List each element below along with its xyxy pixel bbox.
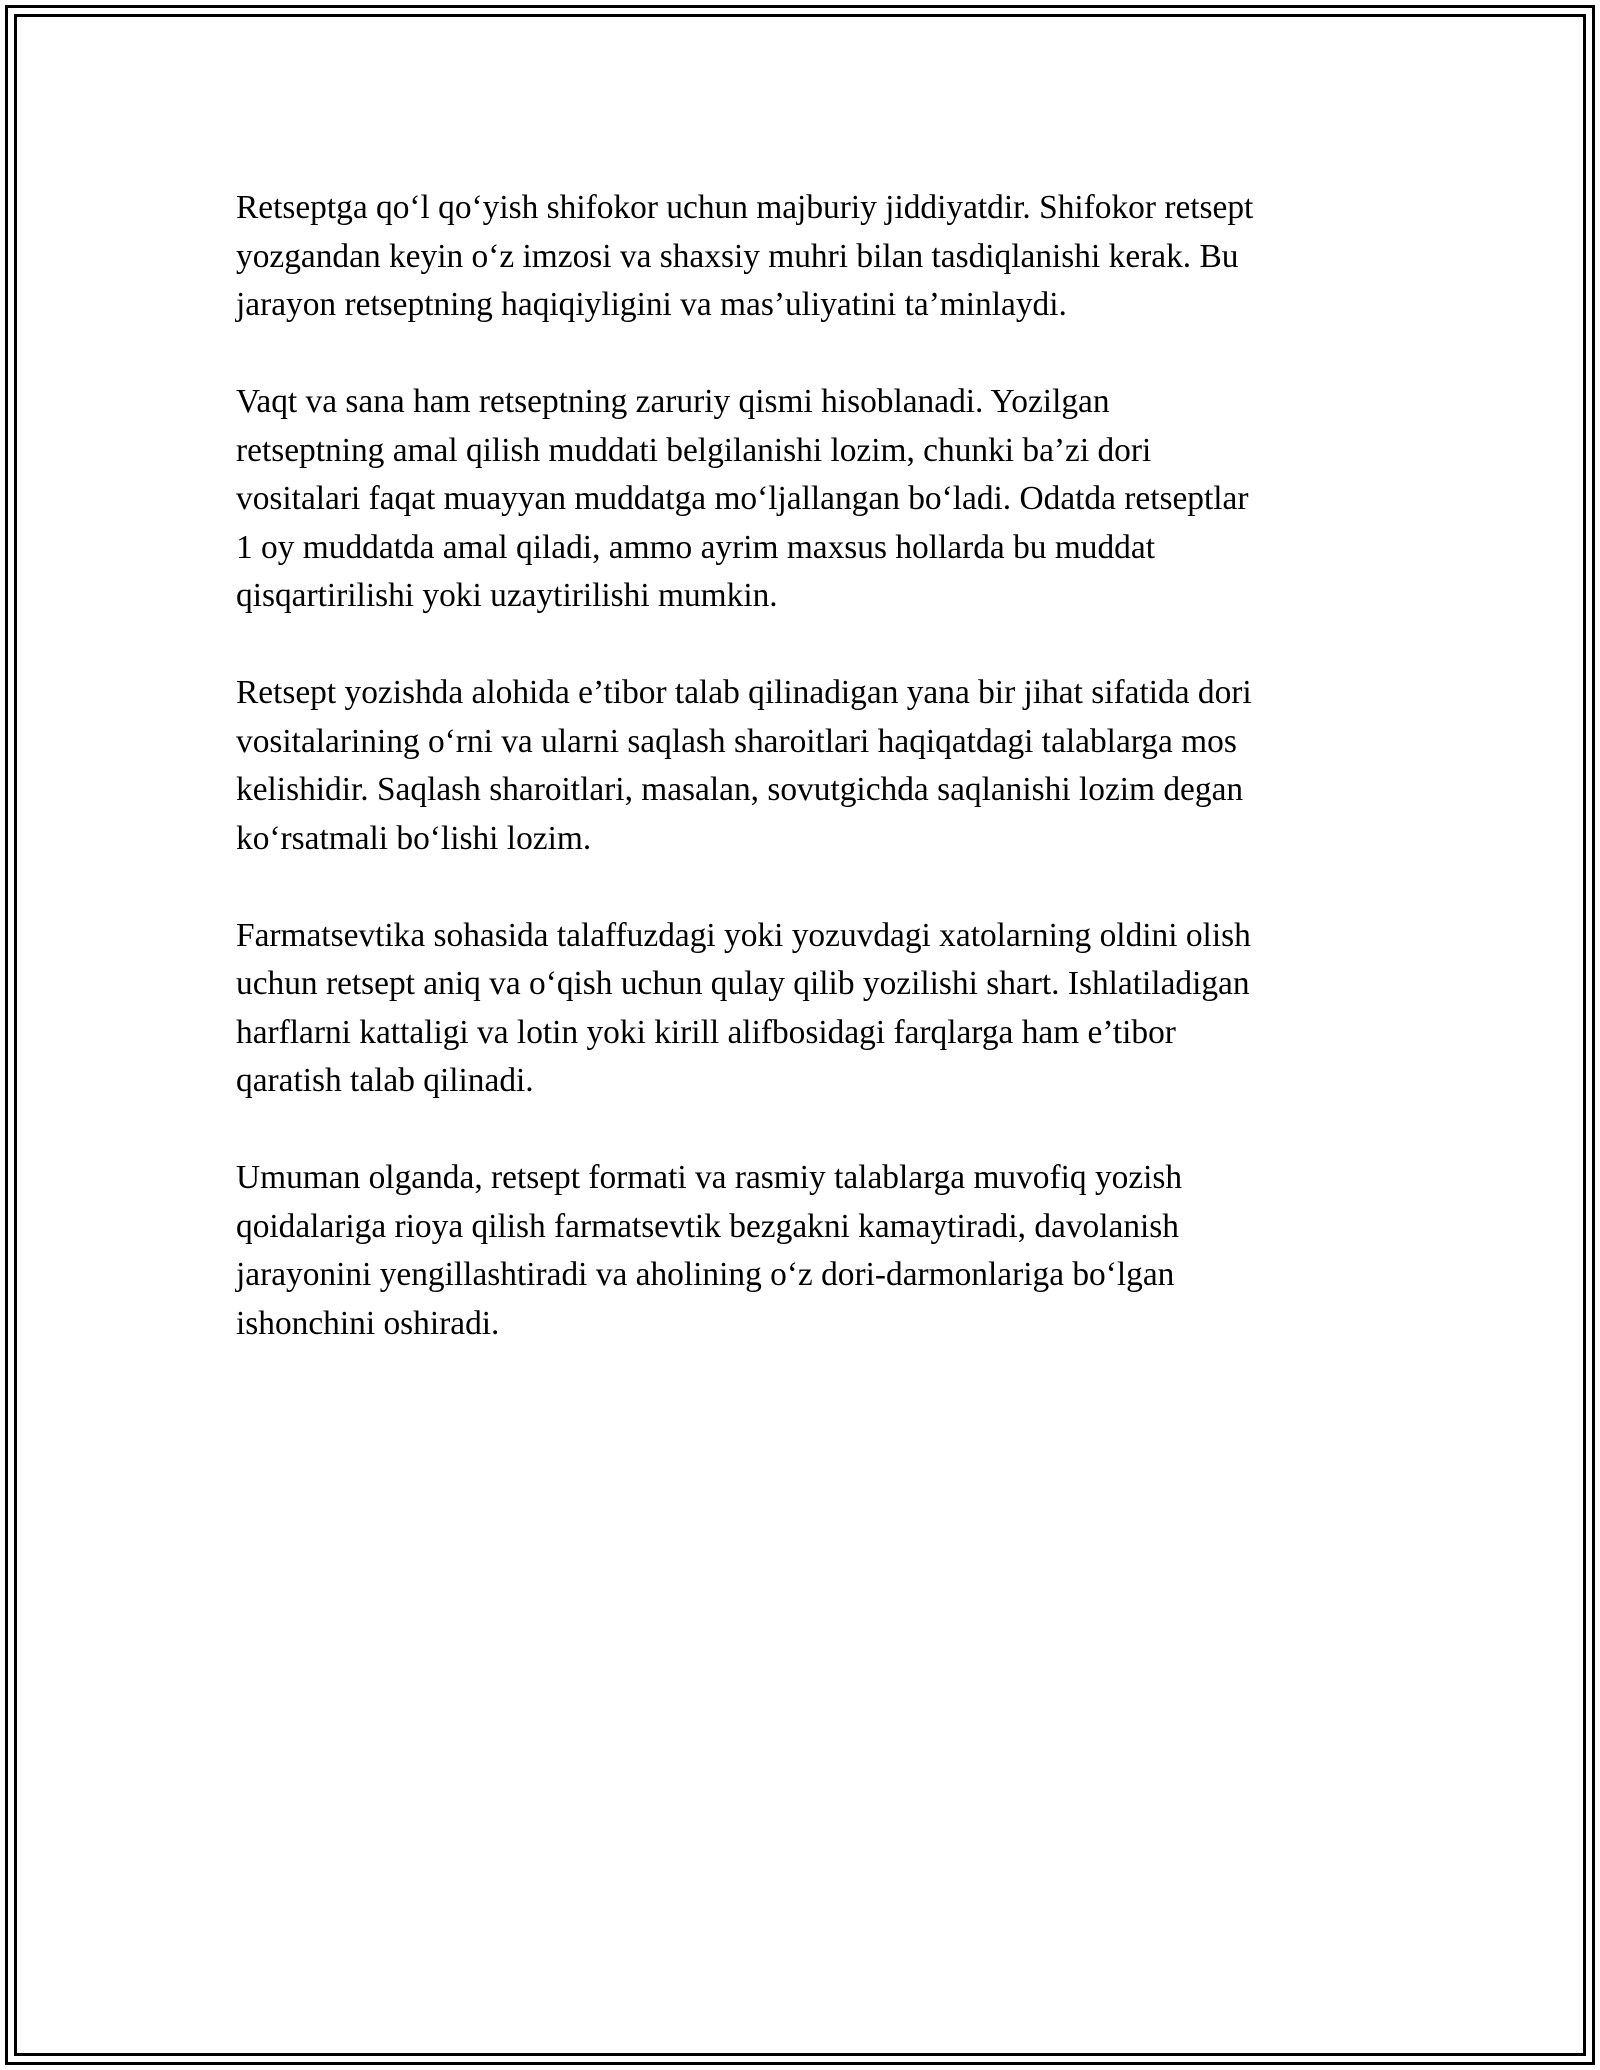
document-body <box>236 184 1366 1397</box>
text-line: Farmatsevtika sohasida talaffuzdagi yoki yozuvdagi xatolarning oldini olish <box>236 916 1251 954</box>
text-line: Retsept yozishda alohida e’tibor talab qilinadigan yana bir jihat sifatida dori <box>236 674 1252 711</box>
text-line: 1 oy muddatda amal qiladi, ammo ayrim maxsus hollarda bu muddat <box>236 528 1155 566</box>
text-line: qaratish talab qilinadi. <box>236 1062 534 1099</box>
text-line: qoidalariga rioya qilish farmatsevtik bezgakni kamaytiradi, davolanish <box>236 1207 1179 1245</box>
paragraph-legibility <box>236 912 1366 1106</box>
text-line: yozgandan keyin o‘z imzosi va shaxsiy muhri bilan tasdiqlanishi kerak. Bu <box>236 237 1239 275</box>
text-line: qisqartirilishi yoki uzaytirilishi mumkin. <box>236 577 778 614</box>
paragraph-conclusion <box>236 1154 1366 1348</box>
text-line: kelishidir. Saqlash sharoitlari, masalan, sovutgichda saqlanishi lozim degan <box>236 771 1244 808</box>
text-line: retseptning amal qilish muddati belgilanishi lozim, chunki ba’zi dori <box>236 431 1152 469</box>
text-line: Retseptga qo‘l qo‘yish shifokor uchun majburiy jiddiyatdir. Shifokor retsept <box>236 189 1254 226</box>
text-line: Umuman olganda, retsept formati va rasmiy talablarga muvofiq yozish <box>236 1159 1183 1196</box>
text-line: harflarni kattaligi va lotin yoki kirill alifbosidagi farqlarga ham e’tibor <box>236 1013 1176 1051</box>
text-line: vositalarining o‘rni va ularni saqlash sharoitlari haqiqatdagi talablarga mos <box>236 722 1237 760</box>
text-line: vositalari faqat muayyan muddatga mo‘ljallangan bo‘ladi. Odatda retseptlar <box>236 480 1249 517</box>
paragraph-storage-conditions <box>236 669 1366 863</box>
text-line: jarayonini yengillashtiradi va aholining o‘z dori-darmonlariga bo‘lgan <box>236 1256 1175 1293</box>
paragraph-signature <box>236 184 1366 330</box>
text-line: jarayon retseptning haqiqiyligini va mas’uliyatini ta’minlaydi. <box>236 286 1067 323</box>
text-line: ishonchini oshiradi. <box>236 1304 500 1342</box>
text-line: uchun retsept aniq va o‘qish uchun qulay qilib yozilishi shart. Ishlatiladigan <box>236 965 1250 1002</box>
text-line: ko‘rsatmali bo‘lishi lozim. <box>236 819 592 857</box>
text-line: Vaqt va sana ham retseptning zaruriy qismi hisoblanadi. Yozilgan <box>236 383 1110 420</box>
paragraph-date-validity <box>236 378 1366 621</box>
